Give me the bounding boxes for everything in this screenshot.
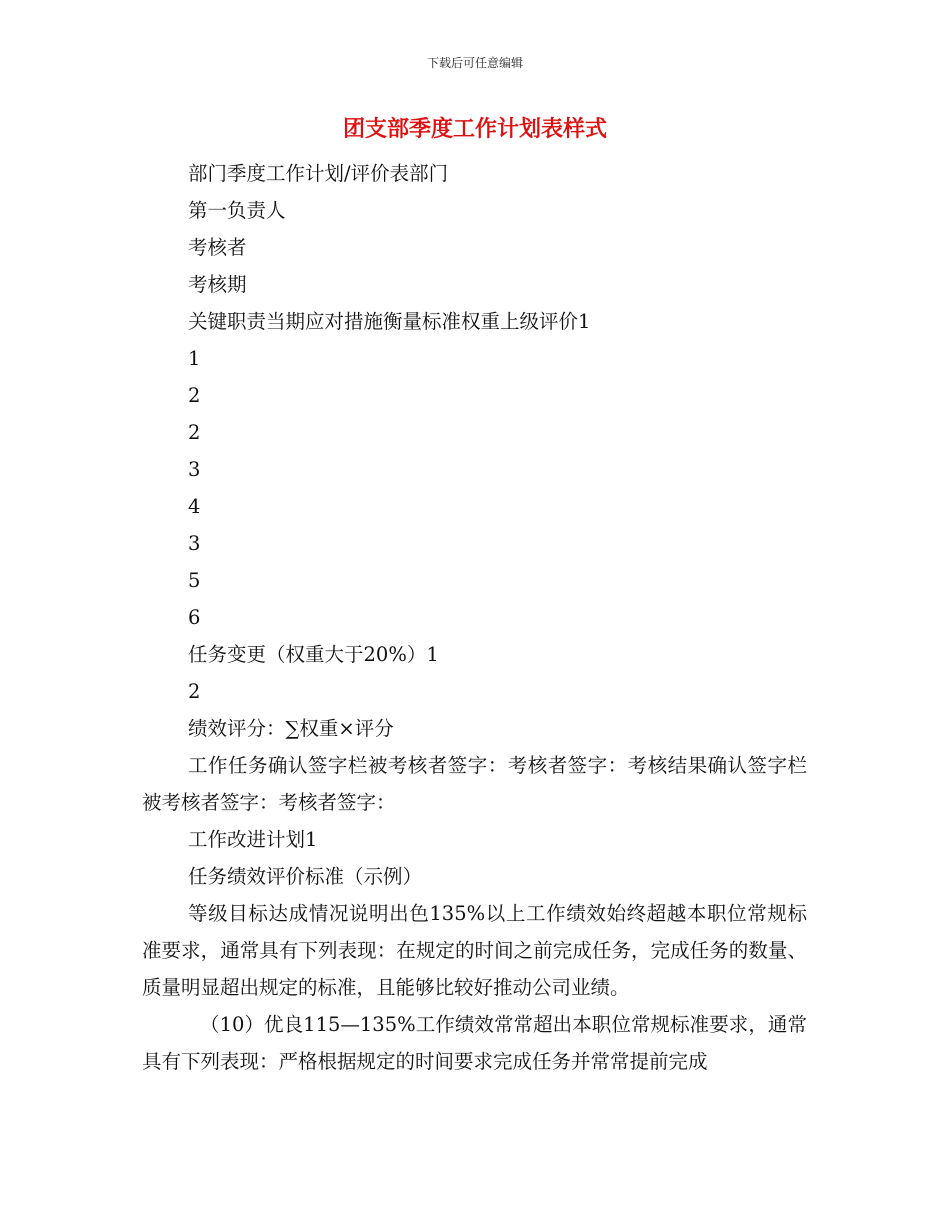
page-header: 下载后可任意编辑	[426, 56, 523, 70]
form-line: 2	[188, 384, 201, 407]
form-line: 3	[188, 458, 201, 481]
form-line: 考核期	[188, 273, 247, 296]
form-line: 部门季度工作计划/评价表部门	[188, 162, 449, 185]
good-level-paragraph: （10）优良115—135%工作绩效常常超出本职位常规标准要求，通常具有下列表现：严格根据规定的时间要求完成任务并常常提前完成	[142, 1013, 807, 1073]
form-line: 绩效评分：∑权重×评分	[188, 717, 394, 740]
evaluation-standard-heading: 任务绩效评价标准（示例）	[188, 865, 423, 888]
form-line: 4	[188, 495, 201, 518]
form-line: 第一负责人	[188, 199, 286, 222]
form-line: 任务变更（权重大于20%）1	[188, 643, 439, 666]
improvement-plan-line: 工作改进计划1	[188, 828, 318, 851]
excellent-level-paragraph: 等级目标达成情况说明出色135%以上工作绩效始终超越本职位常规标准要求，通常具有下列表现：在规定的时间之前完成任务，完成任务的数量、质量明显超出规定的标准，且能够比较好推动公司业绩。	[142, 902, 807, 999]
form-line: 1	[188, 347, 201, 370]
document-title: 团支部季度工作计划表样式	[342, 116, 607, 142]
form-line: 6	[188, 606, 201, 629]
form-line: 考核者	[188, 236, 247, 259]
signature-paragraph: 工作任务确认签字栏被考核者签字：考核者签字：考核结果确认签字栏被考核者签字：考核者签字：	[142, 754, 807, 814]
form-line: 关键职责当期应对措施衡量标准权重上级评价1	[188, 310, 591, 333]
form-line: 2	[188, 421, 201, 444]
form-line: 2	[188, 680, 201, 703]
form-line: 3	[188, 532, 201, 555]
form-line: 5	[188, 569, 201, 592]
document-body	[142, 155, 807, 1080]
